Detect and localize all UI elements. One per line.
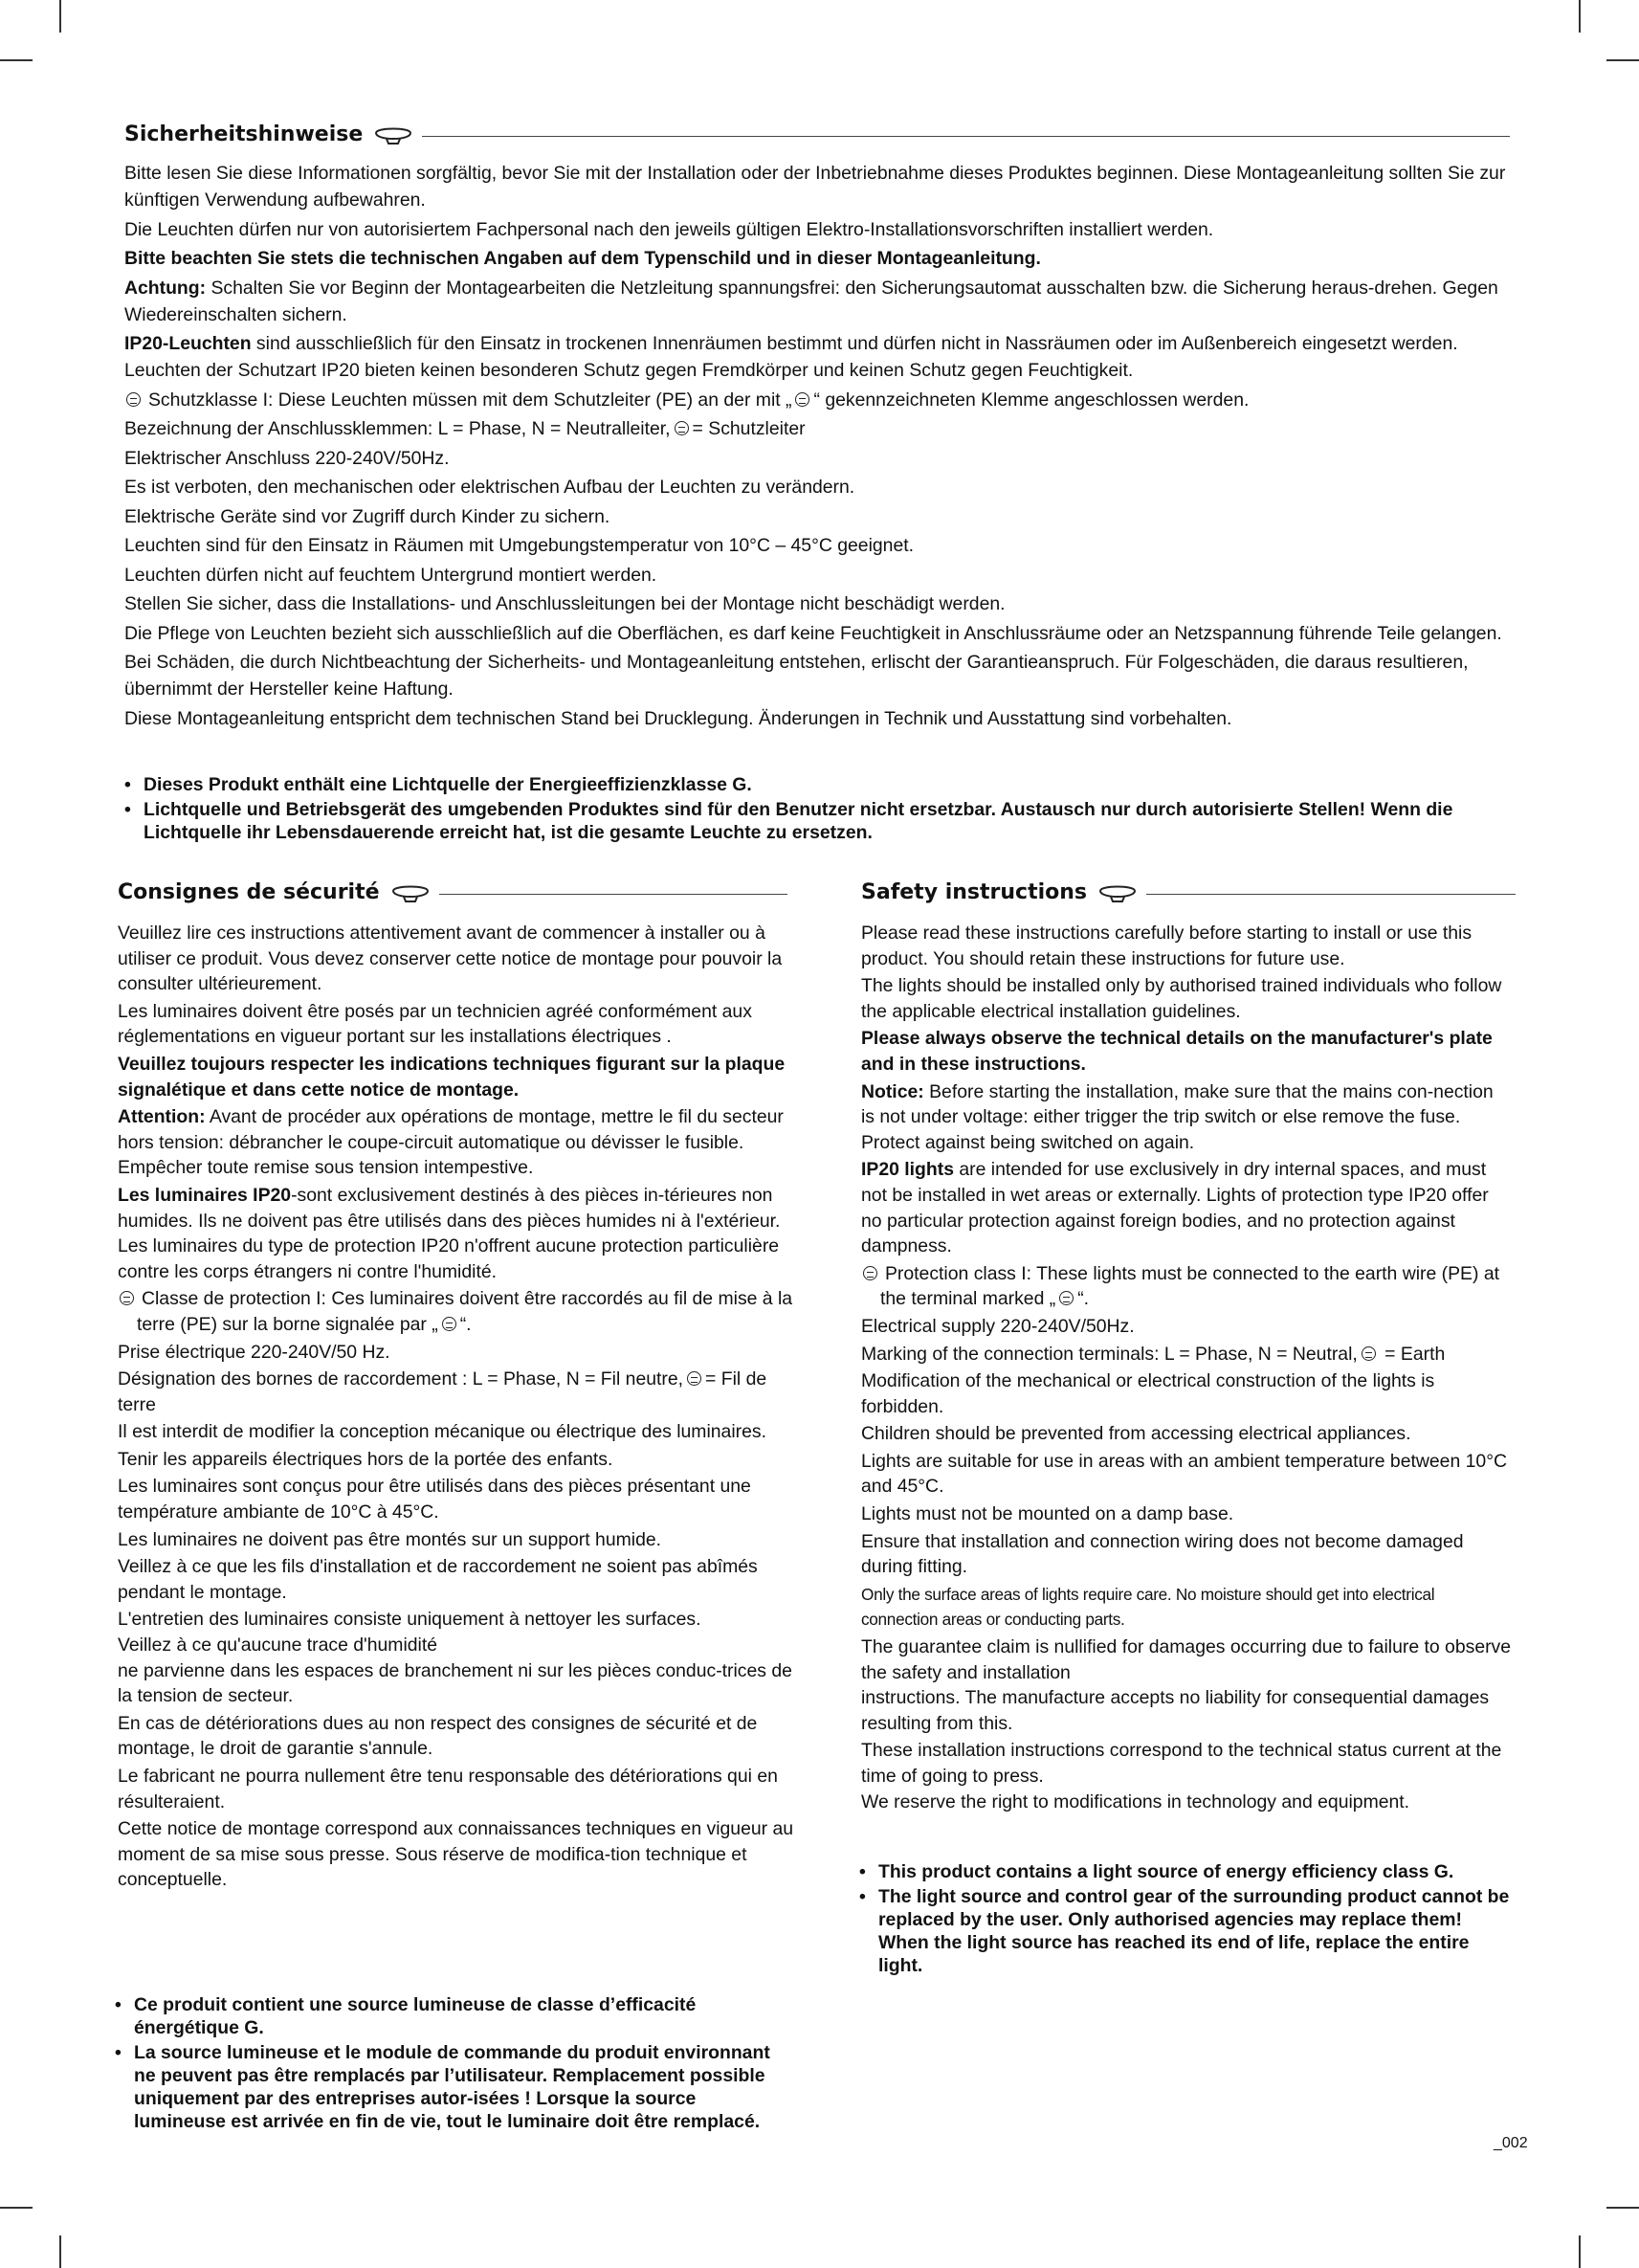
paragraph: Modification of the mechanical or electrical construction of the lights is forbidden. (861, 1370, 1435, 1417)
paragraph-text: = Fil de terre (118, 1368, 767, 1415)
paragraph: Elektrische Geräte sind vor Zugriff durch Kinder zu sichern. (124, 505, 610, 527)
paragraph-text: Avant de procéder aux opérations de montage, mettre le fil du secteur hors tension: débrancher le coupe-circuit automatique ou dévisser le fusible. Empêcher toute remise sous tension intempestive. (118, 1106, 784, 1179)
section-header-de (124, 122, 1510, 146)
page-number: _002 (1494, 2135, 1528, 2151)
paragraph-text: Schalten Sie vor Beginn der Montagearbeiten die Netzleitung spannungsfrei: den Sicherungsautomat ausschalten bzw. die Sicherung heraus-drehen. Gegen Wiedereinschalten sichern. (124, 277, 1498, 325)
paragraph: Es ist verboten, den mechanischen oder elektrischen Aufbau der Leuchten zu verändern. (124, 477, 855, 498)
paragraph (124, 275, 1521, 328)
earth-symbol-icon (675, 421, 689, 435)
bullet-item: • Lichtquelle und Betriebsgerät des umgebenden Produktes sind für den Benutzer nicht ersetzbar. Austausch nur durch autorisierte Stellen! Wenn die Lichtquelle ihr Lebensdauerende erreicht hat, ist die gesamte Leuchte zu ersetzen. (124, 798, 1502, 844)
earth-symbol-icon (126, 392, 141, 407)
paragraph-text: sind ausschließlich für den Einsatz in trockenen Innenräumen bestimmt und dürfen nicht in Nassräumen oder im Außenbereich eingesetzt werden. Leuchten der Schutzart IP20 bieten keinen besonderen Schutz gegen Fremdkörper und keinen Schutz gegen Feuchtigkeit. (124, 333, 1458, 381)
paragraph-lead: Les luminaires IP20 (118, 1184, 292, 1206)
paragraph (118, 1367, 797, 1417)
paragraph (861, 1079, 1512, 1156)
paragraph (124, 387, 1521, 413)
paragraph: Prise électrique 220-240V/50 Hz. (118, 1341, 390, 1363)
paragraph-lead: Attention: (118, 1106, 206, 1128)
paragraph: Leuchten sind für den Einsatz in Räumen mit Umgebungstemperatur von 10°C – 45°C geeignet. (124, 535, 915, 556)
paragraph: Veuillez lire ces instructions attentivement avant de commencer à installer ou à utiliser ce produit. Vous devez conserver cette notice de montage pour pouvoir la consulter ultérieurement. (118, 923, 783, 995)
crop-mark (1606, 2207, 1639, 2209)
paragraph (118, 1104, 797, 1181)
paragraph: Le fabricant ne pourra nullement être tenu responsable des détériorations qui en résulteraient. (118, 1766, 778, 1812)
crop-mark (1606, 59, 1639, 61)
earth-symbol-icon (863, 1266, 877, 1280)
crop-mark (0, 59, 33, 61)
paragraph (861, 1261, 1512, 1312)
paragraph-bold: Bitte beachten Sie stets die technischen Angaben auf dem Typenschild und in dieser Montageanleitung. (124, 248, 1041, 269)
bullet-item: • Dieses Produkt enthält eine Lichtquelle der Energieeffizienzklasse G. (124, 773, 1502, 796)
paragraph: Bitte lesen Sie diese Informationen sorgfältig, bevor Sie mit der Installation oder der Inbetriebnahme dieses Produktes beginnen. Diese Montageanleitung sollten Sie zur künftigen Verwendung aufbewahren. (124, 163, 1506, 211)
bullet-item: • Ce produit contient une source lumineuse de classe d’efficacité énergétique G. (115, 1993, 775, 2039)
paragraph-text: Protection class I: These lights must be connected to the earth wire (PE) at the terminal marked „ (880, 1262, 1500, 1310)
paragraph-text: “. (459, 1313, 472, 1335)
section-header-en (861, 880, 1516, 904)
paragraph-text: = Schutzleiter (692, 418, 806, 439)
paragraph: L'entretien des luminaires consiste uniquement à nettoyer les surfaces. (118, 1609, 701, 1631)
section-body-fr (118, 921, 797, 1895)
crop-mark (59, 2235, 61, 2268)
paragraph: En cas de détériorations dues au non respect des consignes de sécurité et de montage, le droit de garantie s'annule. (118, 1712, 758, 1760)
paragraph: Tenir les appareils électriques hors de la portée des enfants. (118, 1448, 613, 1470)
lamp-icon (389, 881, 432, 904)
paragraph: Die Pflege von Leuchten bezieht sich ausschließlich auf die Oberflächen, es darf keine Feuchtigkeit in Anschlussräume oder an Netzspannung führende Teile gelangen. (124, 622, 1502, 644)
paragraph: The lights should be installed only by authorised trained individuals who follow the applicable electrical installation guidelines. (861, 975, 1502, 1022)
paragraph: Bei Schäden, die durch Nichtbeachtung der Sicherheits- und Montageanleitung entstehen, erlischt der Garantieanspruch. Für Folgeschäden, die daraus resultieren, übernimmt der Hersteller keine Haftung. (124, 652, 1469, 700)
bullet-item: • The light source and control gear of the surrounding product cannot be replaced by the user. Only authorised agencies may replace them! When the light source has reached its end of life, replace the entire light. (859, 1885, 1510, 1977)
paragraph-text: = Earth (1379, 1343, 1446, 1365)
paragraph: Leuchten dürfen nicht auf feuchtem Untergrund montiert werden. (124, 564, 657, 586)
paragraph: instructions. The manufacture accepts no liability for consequential damages resulting from this. (861, 1687, 1490, 1734)
paragraph-lead: IP20 lights (861, 1159, 954, 1181)
section-title-de: Sicherheitshinweise (124, 122, 364, 146)
paragraph-lead: Achtung: (124, 277, 207, 299)
section-title-en: Safety instructions (861, 880, 1087, 904)
paragraph-bold: Please always observe the technical details on the manufacturer's plate and in these instructions. (861, 1028, 1493, 1075)
paragraph-text: Désignation des bornes de raccordement : L = Phase, N = Fil neutre, (118, 1368, 684, 1390)
divider (439, 894, 787, 895)
paragraph: Veillez à ce qu'aucune trace d'humidité (118, 1634, 438, 1657)
paragraph (124, 415, 1521, 442)
earth-symbol-icon (687, 1371, 701, 1386)
crop-mark (1579, 0, 1581, 33)
paragraph-text: “. (1077, 1288, 1090, 1310)
paragraph-text: Schutzklasse I: Diese Leuchten müssen mit dem Schutzleiter (PE) an der mit „ (148, 389, 792, 411)
crop-mark (0, 2207, 33, 2209)
paragraph: Electrical supply 220-240V/50Hz. (861, 1315, 1135, 1337)
paragraph-lead: Notice: (861, 1080, 924, 1102)
paragraph-lead: IP20-Leuchten (124, 333, 252, 354)
paragraph-text: Classe de protection I: Ces luminaires doivent être raccordés au fil de mise à la terre (PE) sur la borne signalée par „ (137, 1288, 793, 1335)
paragraph (118, 1286, 797, 1337)
paragraph (124, 330, 1521, 384)
paragraph: Stellen Sie sicher, dass die Installations- und Anschlussleitungen bei der Montage nicht beschädigt werden. (124, 593, 1006, 614)
earth-symbol-icon (442, 1317, 456, 1331)
bullet-item: • This product contains a light source of energy efficiency class G. (859, 1860, 1510, 1883)
crop-mark (1579, 2235, 1581, 2268)
paragraph-text: -sont exclusivement destinés à des pièces in-térieures non humides. Ils ne doivent pas être utilisés dans des pièces humides ni à l'extérieur. Les luminaires du type de protection IP20 n'offrent aucune protection particulière contre les corps étrangers ni contre l'humidité. (118, 1184, 781, 1282)
section-body-en (861, 921, 1512, 1816)
section-header-fr (118, 880, 787, 904)
paragraph (118, 1183, 797, 1284)
paragraph: Lights are suitable for use in areas with an ambient temperature between 10°C and 45°C. (861, 1450, 1507, 1498)
paragraph: Please read these instructions carefully before starting to install or use this product. You should retain these instructions for future use. (861, 923, 1473, 969)
section-body-de (124, 160, 1521, 734)
earth-symbol-icon (120, 1291, 134, 1305)
paragraph: Cette notice de montage correspond aux connaissances techniques en vigueur au moment de sa mise sous presse. Sous réserve de modifica-tion technique et conceptuelle. (118, 1818, 794, 1891)
paragraph: Il est interdit de modifier la conception mécanique ou électrique des luminaires. (118, 1421, 766, 1443)
section-title-fr: Consignes de sécurité (118, 880, 380, 904)
paragraph-text: “ gekennzeichneten Klemme angeschlossen werden. (813, 389, 1250, 411)
paragraph: Elektrischer Anschluss 220-240V/50Hz. (124, 447, 450, 469)
paragraph: These installation instructions correspond to the technical status current at the time of going to press. (861, 1740, 1502, 1787)
lamp-icon (372, 123, 414, 146)
paragraph (861, 1157, 1512, 1258)
bullet-list-fr (115, 1993, 775, 2135)
bullet-list-de (124, 773, 1502, 846)
paragraph: Les luminaires sont conçus pour être utilisés dans des pièces présentant une température ambiante de 10°C à 45°C. (118, 1476, 751, 1523)
paragraph: Les luminaires doivent être posés par un technicien agréé conformément aux réglementations en vigueur portant sur les installations électriques . (118, 1000, 752, 1048)
paragraph-text: Before starting the installation, make sure that the mains con-nection is not under voltage: either trigger the trip switch or else remove the fuse. Protect against being switched on again. (861, 1080, 1494, 1153)
earth-symbol-icon (1059, 1291, 1074, 1305)
paragraph (861, 1342, 1512, 1367)
bullet-list-en (859, 1860, 1510, 1979)
paragraph: Les luminaires ne doivent pas être montés sur un support humide. (118, 1528, 662, 1550)
paragraph-text: Bezeichnung der Anschlussklemmen: L = Phase, N = Neutralleiter, (124, 418, 671, 439)
paragraph: Children should be prevented from accessing electrical appliances. (861, 1423, 1411, 1445)
paragraph: Die Leuchten dürfen nur von autorisiertem Fachpersonal nach den jeweils gültigen Elektro-Installationsvorschriften installiert werden. (124, 218, 1214, 240)
paragraph: Lights must not be mounted on a damp base. (861, 1503, 1234, 1525)
paragraph: ne parvienne dans les espaces de branchement ni sur les pièces conduc-trices de la tension de secteur. (118, 1659, 792, 1707)
crop-mark (59, 0, 61, 33)
paragraph-text: are intended for use exclusively in dry internal spaces, and must not be installed in wet areas or externally. Lights of protection type IP20 offer no particular protection against foreign bodies, and no protection against dampness. (861, 1159, 1489, 1257)
paragraph: Veillez à ce que les fils d'installation et de raccordement ne soient pas abîmés pendant le montage. (118, 1556, 758, 1603)
paragraph: Only the surface areas of lights require care. No moisture should get into electrical connection areas or conducting parts. (861, 1584, 1435, 1630)
divider (422, 136, 1510, 137)
paragraph: Diese Montageanleitung entspricht dem technischen Stand bei Drucklegung. Änderungen in Technik und Ausstattung sind vorbehalten. (124, 707, 1232, 729)
paragraph-bold: Veuillez toujours respecter les indications techniques figurant sur la plaque signalétique et dans cette notice de montage. (118, 1053, 786, 1101)
paragraph: The guarantee claim is nullified for damages occurring due to failure to observe the safety and installation (861, 1636, 1512, 1683)
earth-symbol-icon (1362, 1346, 1376, 1361)
divider (1146, 894, 1516, 895)
paragraph: We reserve the right to modifications in technology and equipment. (861, 1790, 1410, 1812)
paragraph: Ensure that installation and connection wiring does not become damaged during fitting. (861, 1530, 1464, 1578)
bullet-item: • La source lumineuse et le module de commande du produit environnant ne peuvent pas être remplacés par l’utilisateur. Remplacement possible uniquement par des entreprises autor-isées ! Lorsque la source lumineuse est arrivée en fin de vie, tout le luminaire doit être remplacé. (115, 2041, 775, 2133)
lamp-icon (1096, 881, 1139, 904)
earth-symbol-icon (795, 392, 809, 407)
paragraph-text: Marking of the connection terminals: L = Phase, N = Neutral, (861, 1343, 1358, 1365)
